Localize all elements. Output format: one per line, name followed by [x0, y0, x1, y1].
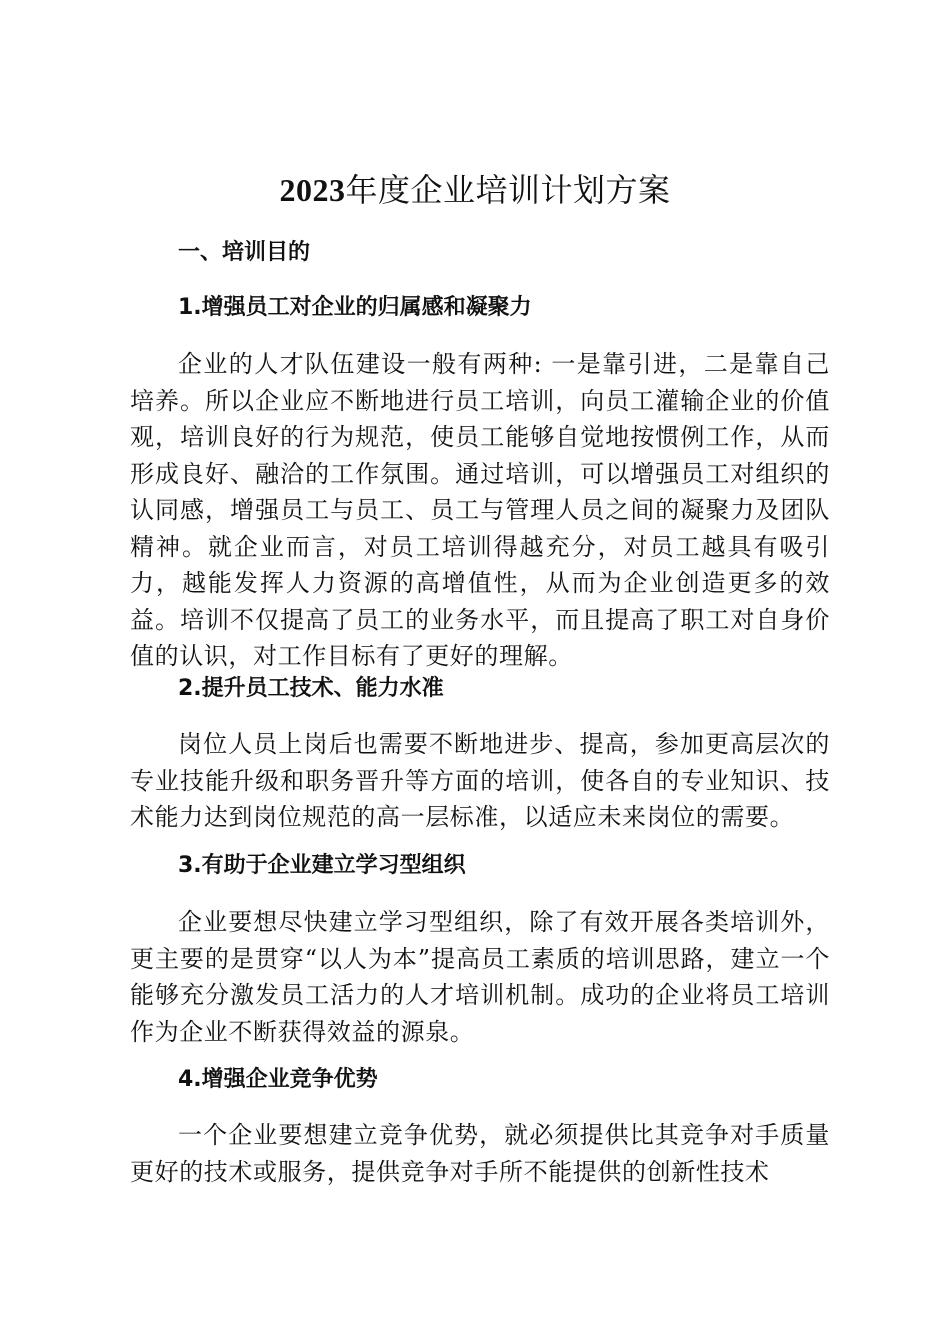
item-heading-2: 2.提升员工技术、能力水准: [178, 676, 444, 701]
item-heading-4: 4.增强企业竞争优势: [178, 1067, 378, 1092]
item-heading-1: 1.增强员工对企业的归属感和凝聚力: [178, 295, 532, 320]
section-heading-purpose: 一、培训目的: [178, 240, 311, 265]
item-body-2: 岗位人员上岗后也需要不断地进步、提高，参加更高层次的专业技能升级和职务晋升等方面的培训，使各自的专业知识、技术能力达到岗位规范的高一层标准，以适应未来岗位的需要。: [130, 730, 830, 831]
title-year: 2023: [279, 172, 346, 208]
item-body-3: 企业要想尽快建立学习型组织，除了有效开展各类培训外，更主要的是贯穿“以人为本”提高员工素质的培训思路，建立一个能够充分激发员工活力的人才培训机制。成功的企业将员工培训作为企业不断获得效益的源泉。: [130, 908, 830, 1046]
item-body-1: 企业的人才队伍建设一般有两种: 一是靠引进，二是靠自己培养。所以企业应不断地进行员工培训，向员工灌输企业的价值观，培训良好的行为规范，使员工能够自觉地按惯例工作，从而形成良好、融洽的工作氛围。通过培训，可以增强员工对组织的认同感，增强员工与员工、员工与管理人员之间的凝聚力及团队精神。就企业而言，对员工培训得越充分，对员工越具有吸引力，越能发挥人力资源的高增值性，从而为企业创造更多的效益。培训不仅提高了员工的业务水平，而且提高了职工对自身价值的认识，对工作目标有了更好的理解。: [130, 350, 830, 670]
item-heading-3: 3.有助于企业建立学习型组织: [178, 853, 466, 878]
document-title: [0, 168, 950, 212]
item-body-4: 一个企业要想建立竞争优势，就必须提供比其竞争对手质量更好的技术或服务，提供竞争对手所不能提供的创新性技术: [130, 1121, 830, 1186]
title-text: 年度企业培训计划方案: [345, 171, 671, 209]
